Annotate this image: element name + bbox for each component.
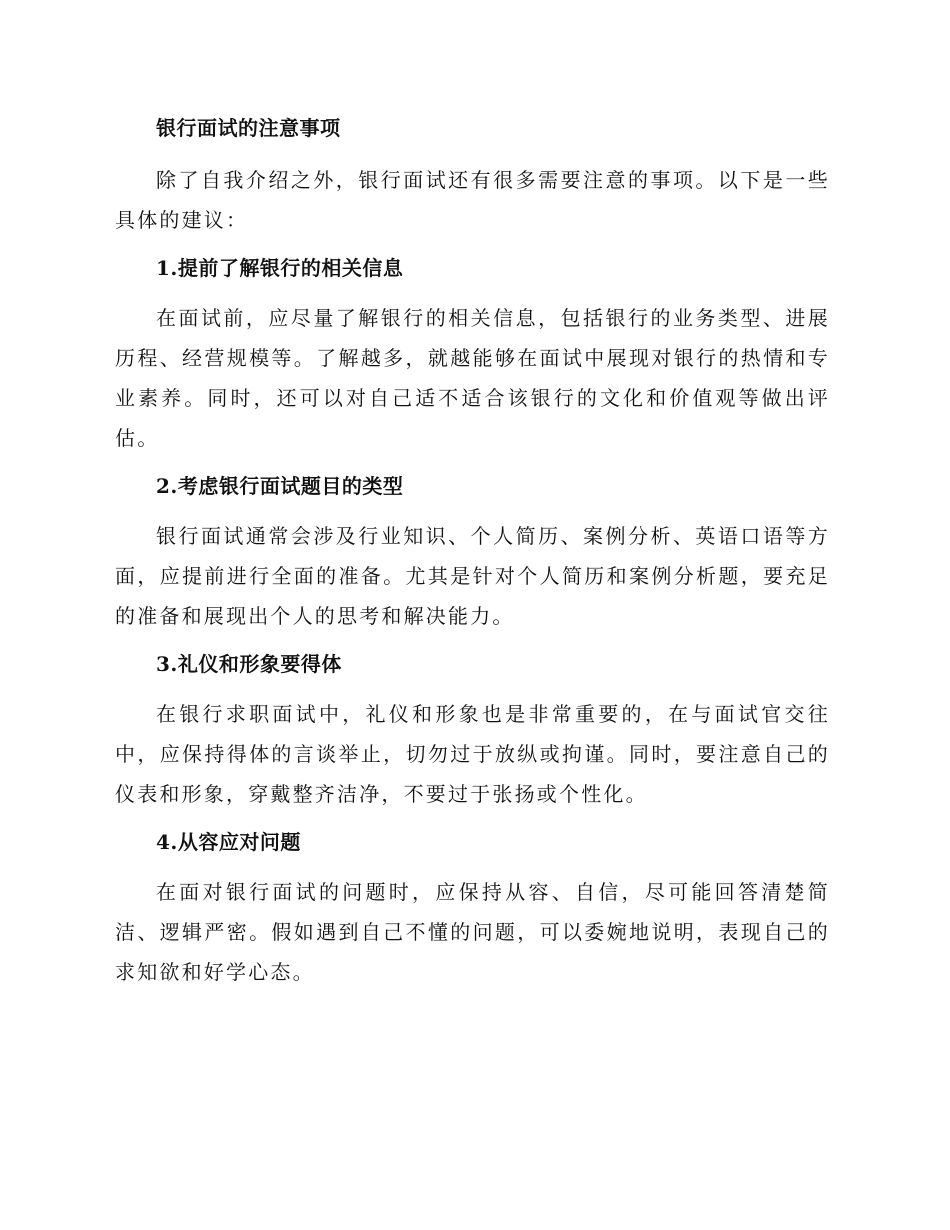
section-heading: 3.礼仪和形象要得体 [156,652,342,676]
section-paragraph: 在面对银行面试的问题时，应保持从容、自信，尽可能回答清楚简洁、逻辑严密。假如遇到自己不懂的问题，可以委婉地说明，表现自己的求知欲和好学心态。 [115,880,830,984]
section-paragraph: 银行面试通常会涉及行业知识、个人简历、案例分析、英语口语等方面，应提前进行全面的准备。尤其是针对个人简历和案例分析题，要充足的准备和展现出个人的思考和解决能力。 [115,524,830,628]
section-paragraph: 在面试前，应尽量了解银行的相关信息，包括银行的业务类型、进展历程、经营规模等。了解越多，就越能够在面试中展现对银行的热情和专业素养。同时，还可以对自己适不适合该银行的文化和价值观等做出评估。 [115,306,830,450]
document-title: 银行面试的注意事项 [156,116,341,140]
section-composure [115,822,830,992]
section-heading: 4.从容应对问题 [156,830,301,854]
section-etiquette [115,644,830,814]
intro-paragraph: 除了自我介绍之外，银行面试还有很多需要注意的事项。以下是一些具体的建议： [115,168,830,232]
section-heading: 2.考虑银行面试题目的类型 [156,474,404,498]
section-research-bank [115,248,830,458]
section-heading: 1.提前了解银行的相关信息 [156,256,404,280]
document-content [115,108,830,998]
section-paragraph: 在银行求职面试中，礼仪和形象也是非常重要的，在与面试官交往中，应保持得体的言谈举止，切勿过于放纵或拘谨。同时，要注意自己的仪表和形象，穿戴整齐洁净，不要过于张扬或个性化。 [115,702,830,806]
section-question-types [115,466,830,636]
